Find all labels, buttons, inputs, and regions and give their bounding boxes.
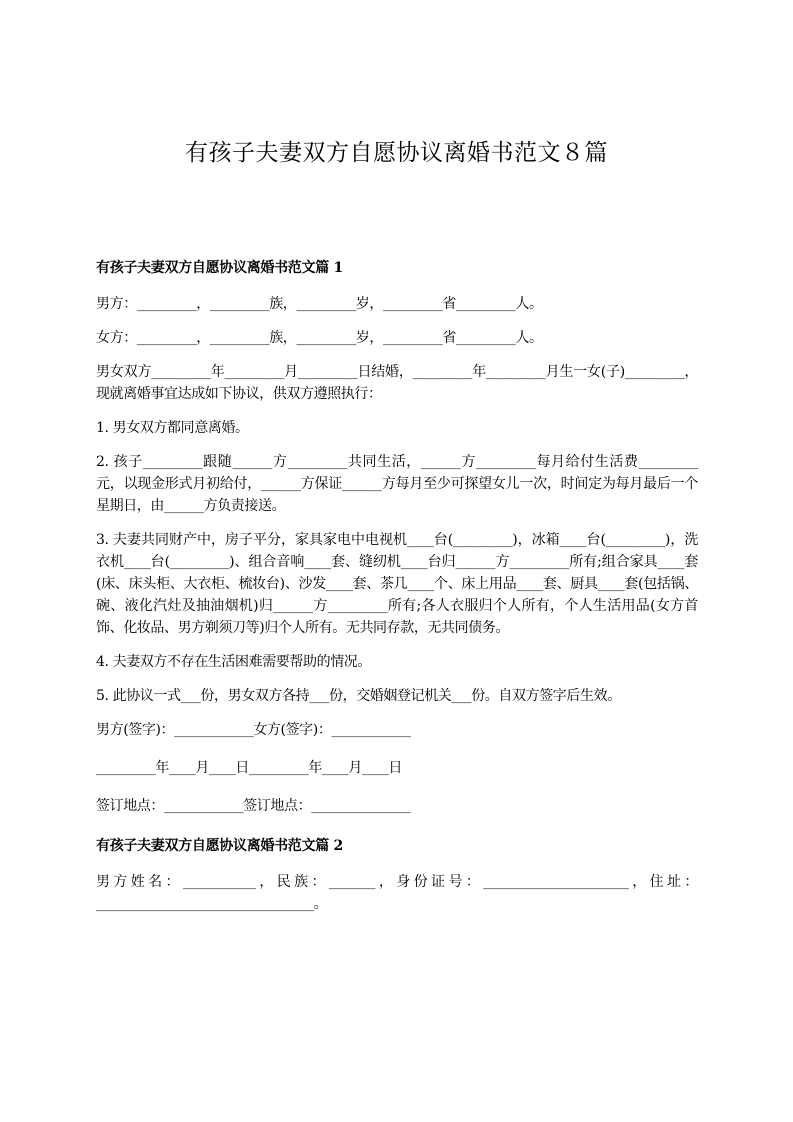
marriage-intro-paragraph: 男女双方_________年_________月_________日结婚，_________年_________月生一女(子)_________，现就离婚事宜达成如下协议，供双方遵照执行： — [96, 364, 698, 402]
man-info-line: 男方：_________，_________族，_________岁，_________省_________人。 — [96, 296, 543, 312]
clause-5: 5. 此协议一式___份，男女双方各持___份，交婚姻登记机关___份。自双方签字后生效。 — [96, 688, 621, 704]
document-body — [96, 255, 698, 927]
signature-line: 男方(签字)：____________女方(签字)：____________ — [96, 722, 411, 738]
clause-1: 1. 男女双方都同意离婚。 — [96, 420, 249, 436]
woman-info-line: 女方：_________，_________族，_________岁，_________省_________人。 — [96, 330, 543, 346]
clause-3-property: 3. 夫妻共同财产中，房子平分，家具家电中电视机____台(_________)，冰箱____台(_________)，洗衣机____台(_________)、组合音响____套、缝纫机____台归______方_________所有;组合家具____套(床、床头柜、大衣柜、梳妆台)、沙发____套、茶几____个、床上用品____套、厨具____套(包括锅、碗、液化汽灶及抽油烟机)归______方_________所有;各人衣服归个人所有，个人生活用品(女方首饰、化妆品、男方剃须刀等)归个人所有。无共同存款，无共同债务。 — [96, 532, 698, 636]
signing-date-line: _________年____月____日_________年____月____日 — [96, 760, 402, 776]
clause-4: 4. 夫妻双方不存在生活困难需要帮助的情况。 — [96, 654, 372, 670]
section-heading-1: 有孩子夫妻双方自愿协议离婚书范文篇 1 — [96, 260, 343, 276]
section2-man-info: 男方姓名：___________，民族：_______，身份证号：______________________，住址：_________________________________。 — [96, 874, 698, 912]
document-title: 有孩子夫妻双方自愿协议离婚书范文８篇 — [185, 140, 608, 166]
clause-2-child-custody: 2. 孩子_________跟随______方_________共同生活，______方_________每月给付生活费_________元，以现金形式月初给付，______方保证______方每月至少可探望女儿一次，时间定为每月最后一个星期日，由______方负责接送。 — [96, 454, 698, 514]
signing-place-line: 签订地点：____________签订地点：_______________ — [96, 798, 411, 814]
section-heading-2: 有孩子夫妻双方自愿协议离婚书范文篇 2 — [96, 838, 343, 854]
